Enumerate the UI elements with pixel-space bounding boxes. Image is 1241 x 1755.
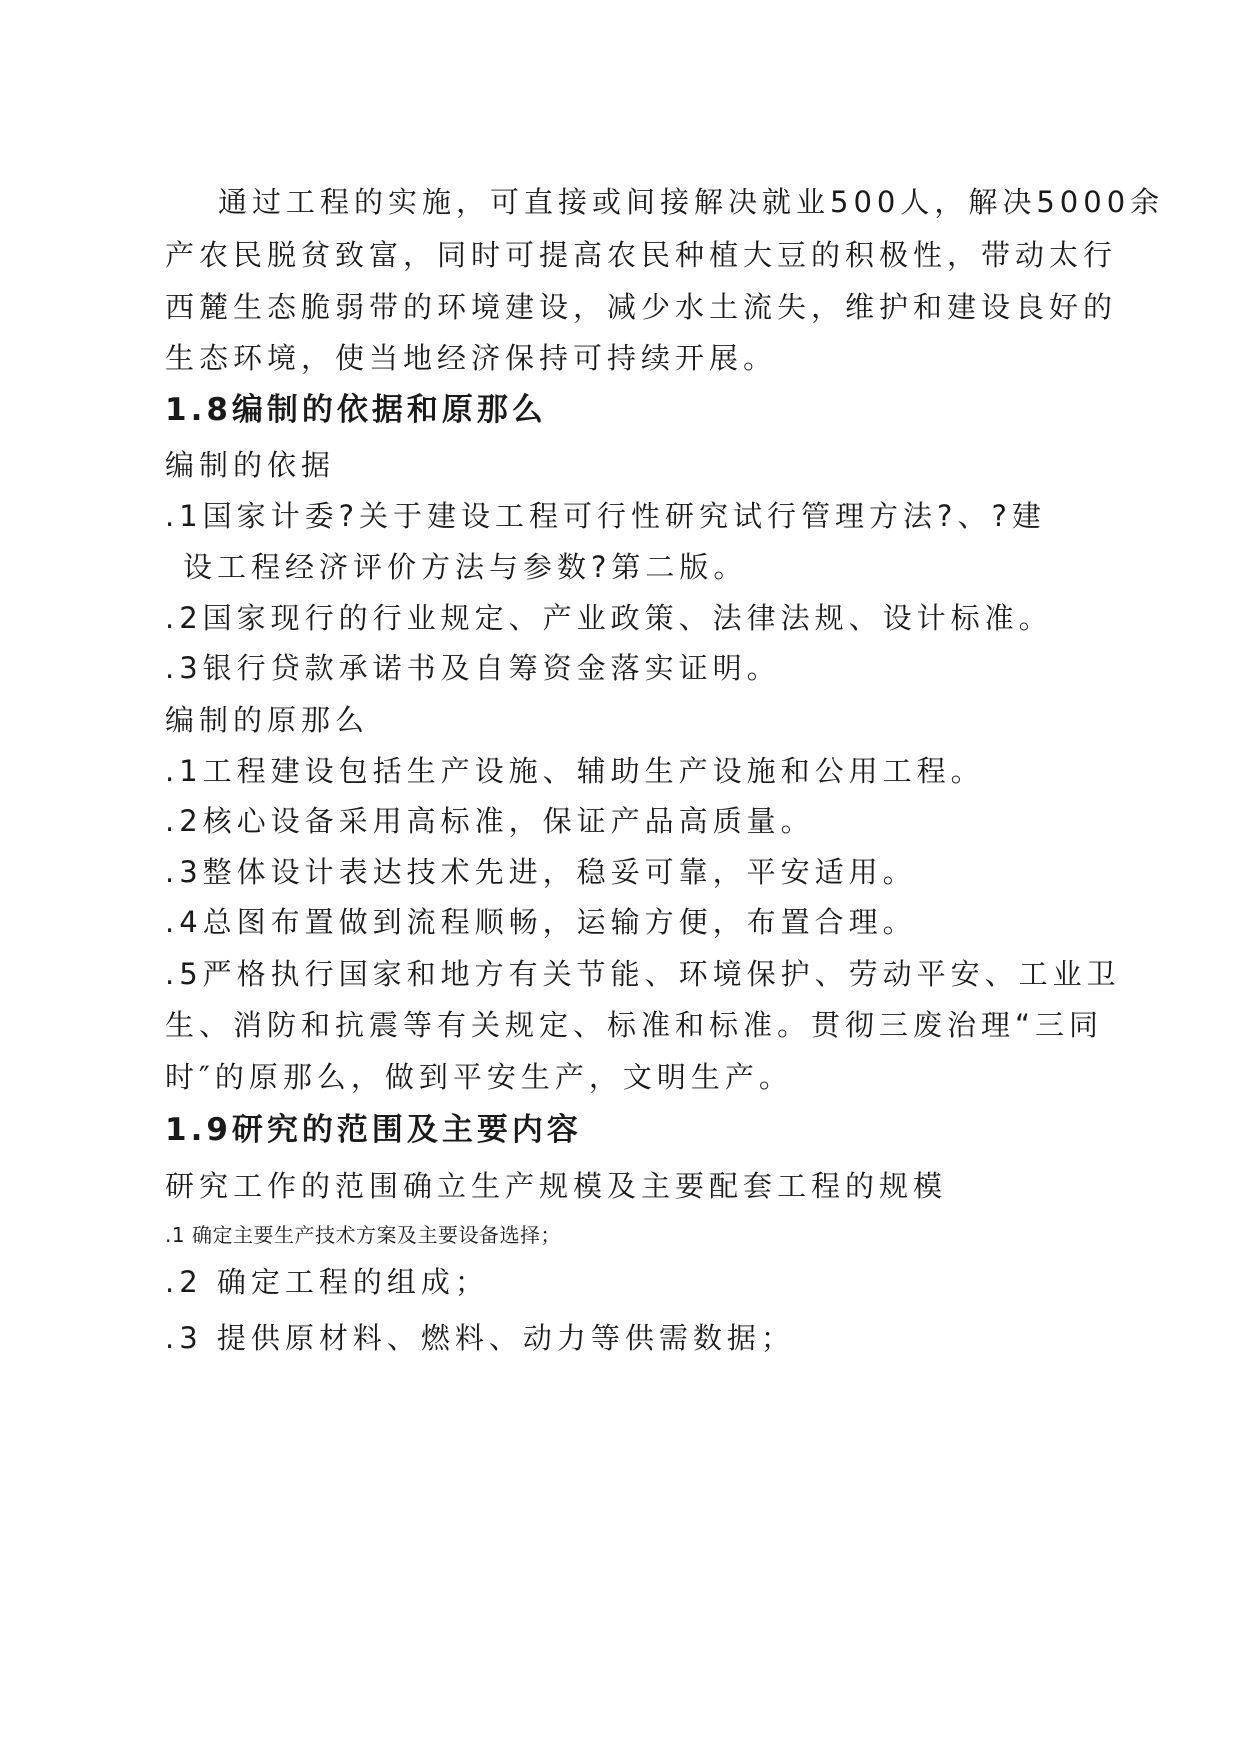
section-heading-1-8: 1.8编制的依据和原那么 xyxy=(165,392,547,428)
scope-item-1: .1 确定主要生产技术方案及主要设备选择； xyxy=(165,1223,561,1247)
basis-title: 编制的依据 xyxy=(165,448,336,482)
basis-item-1: .1国家计委?关于建设工程可行性研究试行管理方法?、?建 xyxy=(165,499,1046,533)
principle-item-5-continued-2: 时″的原那么，做到平安生产，文明生产。 xyxy=(165,1060,793,1094)
principle-item-2: .2核心设备采用高标准，保证产品高质量。 xyxy=(165,804,815,838)
intro-line-2: 产农民脱贫致富，同时可提高农民种植大豆的积极性，带动太行 xyxy=(165,238,1118,272)
principle-title: 编制的原那么 xyxy=(165,703,370,737)
scope-item-3: .3 提供原材料、燃料、动力等供需数据； xyxy=(165,1321,795,1355)
principle-item-1: .1工程建设包括生产设施、辅助生产设施和公用工程。 xyxy=(165,754,985,788)
principle-item-5: .5严格执行国家和地方有关节能、环境保护、劳动平安、工业卫 xyxy=(165,957,1121,991)
section-heading-1-9: 1.9研究的范围及主要内容 xyxy=(165,1112,582,1148)
scope-item-2: .2 确定工程的组成； xyxy=(165,1265,489,1299)
principle-item-4: .4总图布置做到流程顺畅，运输方便，布置合理。 xyxy=(165,905,917,939)
basis-item-2: .2国家现行的行业规定、产业政策、法律法规、设计标准。 xyxy=(165,601,1053,635)
principle-item-5-continued-1: 生、消防和抗震等有关规定、标准和标准。贯彻三废治理“三同 xyxy=(165,1008,1104,1042)
scope-title: 研究工作的范围确立生产规模及主要配套工程的规模 xyxy=(165,1169,948,1203)
principle-item-3: .3整体设计表达技术先进，稳妥可靠，平安适用。 xyxy=(165,855,917,889)
intro-line-1: 通过工程的实施，可直接或间接解决就业500人，解决5000余 xyxy=(218,185,1165,219)
basis-item-3: .3银行贷款承诺书及自筹资金落实证明。 xyxy=(165,651,781,685)
basis-item-1-continued: 设工程经济评价方法与参数?第二版。 xyxy=(183,550,748,584)
intro-line-4: 生态环境，使当地经济保持可持续开展。 xyxy=(165,341,778,375)
intro-line-3: 西麓生态脆弱带的环境建设，减少水土流失，维护和建设良好的 xyxy=(165,290,1118,324)
